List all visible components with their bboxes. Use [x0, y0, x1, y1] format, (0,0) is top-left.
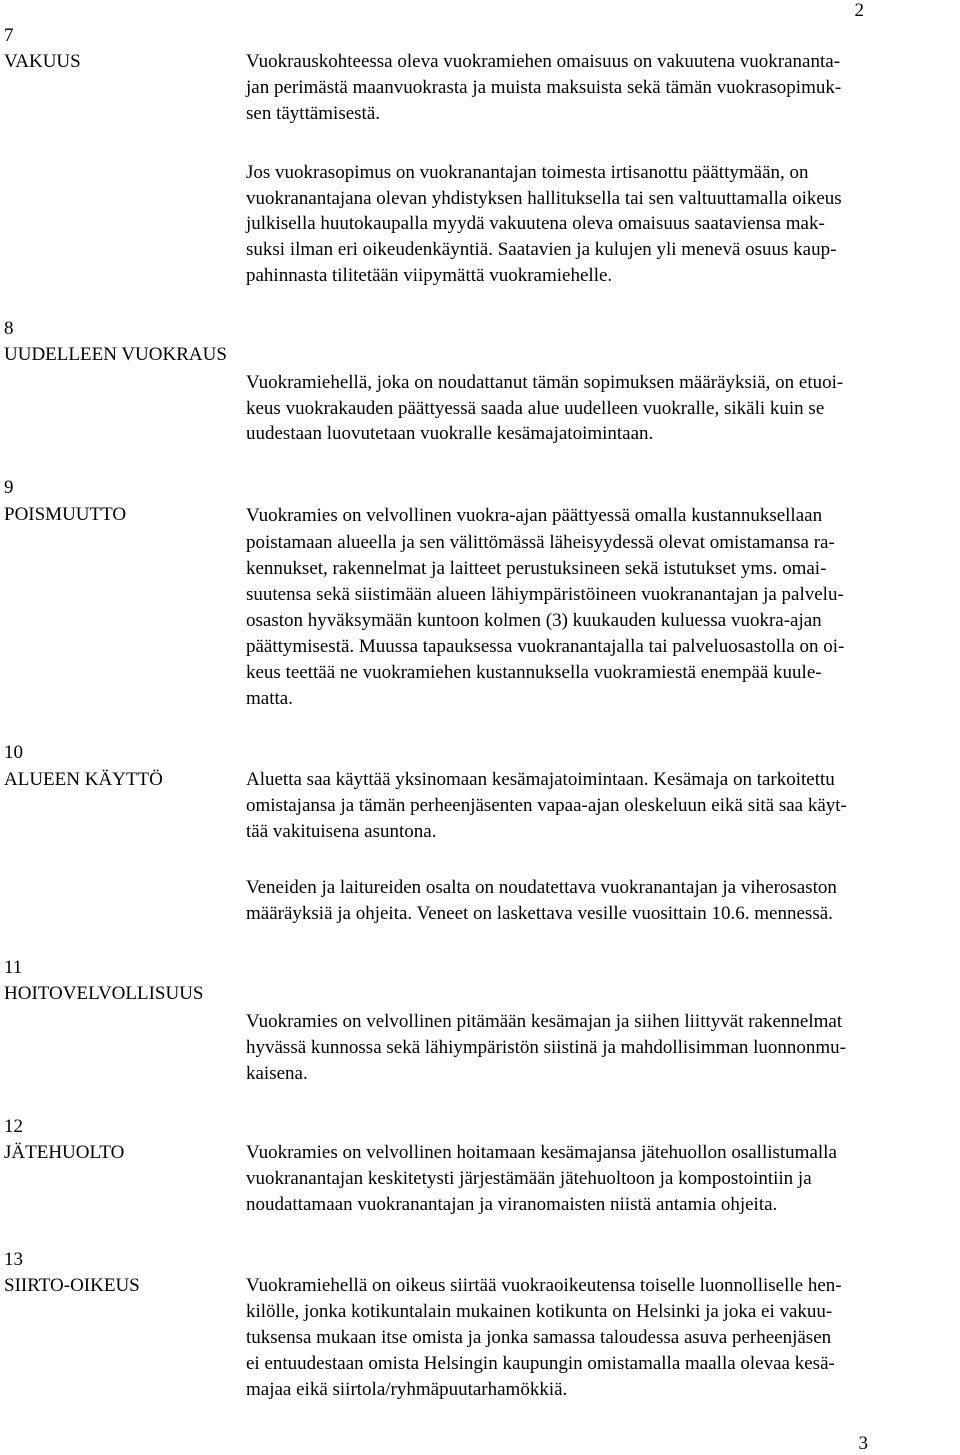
section-heading: ALUEEN KÄYTTÖ	[4, 769, 163, 790]
section-heading: POISMUUTTO	[4, 504, 127, 525]
page-number-top: 2	[854, 0, 864, 21]
paragraph-line: omistajansa ja tämän perheenjäsenten vapaa-ajan oleskeluun eikä sitä saa käyt-	[246, 795, 847, 816]
section-number: 7	[4, 25, 14, 46]
paragraph-line: uudestaan luovutetaan vuokralle kesämajatoimintaan.	[246, 423, 654, 444]
paragraph-line: poistamaan alueella ja sen välittömässä läheisyydessä olevat omistamansa ra-	[246, 532, 835, 553]
section-number: 10	[4, 742, 23, 763]
paragraph-line: Aluetta saa käyttää yksinomaan kesämajatoimintaan. Kesämaja on tarkoitettu	[246, 769, 835, 790]
paragraph-line: matta.	[246, 688, 293, 709]
paragraph-line: kaisena.	[246, 1063, 308, 1084]
paragraph-line: majaa eikä siirtola/ryhmäpuutarhamökkiä.	[246, 1379, 568, 1400]
section-number: 8	[4, 318, 14, 339]
paragraph-line: Vuokrauskohteessa oleva vuokramiehen omaisuus on vakuutena vuokrananta-	[246, 51, 841, 72]
paragraph-line: vuokranantajan keskitetysti järjestämään jätehuoltoon ja kompostointiin ja	[246, 1168, 812, 1189]
paragraph-line: kilölle, jonka kotikuntalain mukainen kotikunta on Helsinki ja joka ei vakuu-	[246, 1301, 833, 1322]
paragraph-line: hyvässä kunnossa sekä lähiympäristön siistinä ja mahdollisimman luonnonmu-	[246, 1037, 847, 1058]
paragraph-line: kennukset, rakennelmat ja laitteet perustuksineen sekä istutukset yms. omai-	[246, 558, 827, 579]
paragraph-line: päättymisestä. Muussa tapauksessa vuokranantajalla tai palveluosastolla on oi-	[246, 636, 845, 657]
section-number: 13	[4, 1249, 23, 1270]
section-heading: VAKUUS	[4, 51, 81, 72]
paragraph-line: keus vuokrakauden päättyessä saada alue uudelleen vuokralle, sikäli kuin se	[246, 398, 825, 419]
paragraph-line: jan perimästä maanvuokrasta ja muista maksuista sekä tämän vuokrasopimuk-	[246, 77, 842, 98]
section-heading: SIIRTO-OIKEUS	[4, 1275, 140, 1296]
paragraph-line: Vuokramiehellä, joka on noudattanut tämän sopimuksen määräyksiä, on etuoi-	[246, 372, 844, 393]
paragraph-line: vuokranantajana olevan yhdistyksen hallituksella tai sen valtuuttamalla oikeus	[246, 188, 842, 209]
page-number-bottom: 3	[858, 1433, 868, 1454]
paragraph-line: ei entuudestaan omista Helsingin kaupungin omistamalla maalla olevaa kesä-	[246, 1353, 835, 1374]
paragraph-line: pahinnasta tilitetään viipymättä vuokramiehelle.	[246, 265, 613, 286]
paragraph-line: keus teettää ne vuokramiehen kustannuksella vuokramiestä enempää kuule-	[246, 662, 822, 683]
paragraph-line: osaston hyväksymään kuntoon kolmen (3) kuukauden kuluessa vuokra-ajan	[246, 610, 822, 631]
paragraph-line: määräyksiä ja ohjeita. Veneet on laskettava vesille vuosittain 10.6. mennessä.	[246, 903, 833, 924]
section-number: 11	[4, 957, 23, 978]
paragraph-line: sen täyttämisestä.	[246, 103, 381, 124]
paragraph-line: Vuokramiehellä on oikeus siirtää vuokraoikeutensa toiselle luonnolliselle hen-	[246, 1275, 842, 1296]
paragraph-line: noudattamaan vuokranantajan ja viranomaisten niistä antamia ohjeita.	[246, 1194, 778, 1215]
paragraph-line: Jos vuokrasopimus on vuokranantajan toimesta irtisanottu päättymään, on	[246, 162, 809, 183]
paragraph-line: Vuokramies on velvollinen pitämään kesämajan ja siihen liittyvät rakennelmat	[246, 1011, 843, 1032]
paragraph-line: tää vakituisena asuntona.	[246, 821, 437, 842]
paragraph-line: Vuokramies on velvollinen vuokra-ajan päättyessä omalla kustannuksellaan	[246, 505, 823, 526]
section-heading: JÄTEHUOLTO	[4, 1142, 125, 1163]
paragraph-line: suksi ilman eri oikeudenkäyntiä. Saatavien ja kulujen yli menevä osuus kaup-	[246, 239, 837, 260]
paragraph-line: Veneiden ja laitureiden osalta on noudatettava vuokranantajan ja viherosaston	[246, 877, 837, 898]
section-number: 12	[4, 1116, 23, 1137]
section-number: 9	[4, 477, 14, 498]
section-heading: HOITOVELVOLLISUUS	[4, 983, 204, 1004]
paragraph-line: Vuokramies on velvollinen hoitamaan kesämajansa jätehuollon osallistumalla	[246, 1142, 837, 1163]
paragraph-line: suutensa sekä siistimään alueen lähiympäristöineen vuokranantajan ja palvelu-	[246, 584, 844, 605]
section-heading: UUDELLEEN VUOKRAUS	[4, 344, 227, 365]
paragraph-line: tuksensa mukaan itse omista ja jonka samassa taloudessa asuva perheenjäsen	[246, 1327, 832, 1348]
paragraph-line: julkisella huutokaupalla myydä vakuutena oleva omaisuus saataviensa mak-	[246, 213, 825, 234]
